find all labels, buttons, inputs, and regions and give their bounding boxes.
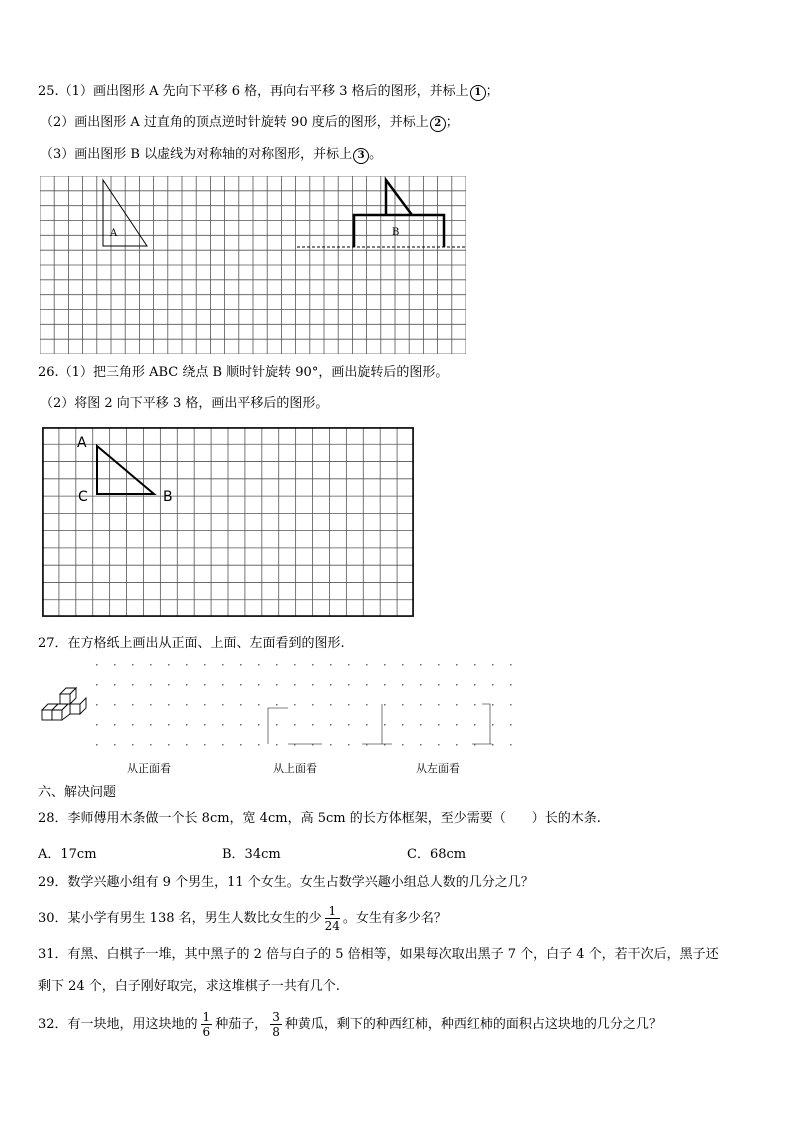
grid-dot [294, 664, 296, 666]
caption-top: 从上面看 [273, 762, 317, 775]
grid-dot [474, 724, 476, 726]
grid-dot [420, 724, 422, 726]
grid-dot [204, 664, 206, 666]
grid-dot [222, 704, 224, 706]
grid-dot [348, 744, 350, 746]
grid-dot [384, 704, 386, 706]
grid-dot [186, 744, 188, 746]
grid-dot [510, 704, 512, 706]
grid-dot [258, 704, 260, 706]
grid-dot [438, 724, 440, 726]
q30-fraction: $\frac{1}{24}$ [324, 904, 340, 933]
grid-dot [366, 684, 368, 686]
grid-dot [258, 684, 260, 686]
grid-dot [312, 684, 314, 686]
grid-dot [258, 744, 260, 746]
grid-dot [492, 744, 494, 746]
q25-part1: 25.（1）画出图形 A 先向下平移 6 格，再向右平移 3 格后的图形，并标上 1 ； [38, 84, 499, 99]
q26-grid [42, 427, 414, 617]
q32-fraction-2: $\frac{3}{8}$ [272, 1010, 280, 1039]
vertex-b: B [163, 489, 173, 505]
q28-text: 28．李师傅用木条做一个长 8cm，宽 4cm，高 5cm 的长方体框架，至少需要（ ）长的木条. [38, 811, 601, 826]
grid-dot [348, 664, 350, 666]
grid-dot [132, 744, 134, 746]
grid-dot [330, 704, 332, 706]
grid-dot [132, 684, 134, 686]
grid-dot [114, 744, 116, 746]
mark-3: 3 [353, 148, 369, 164]
grid-dot [204, 744, 206, 746]
grid-dot [438, 684, 440, 686]
grid-dot [150, 704, 152, 706]
grid-dot [150, 724, 152, 726]
q32-fraction-1: $\frac{1}{6}$ [202, 1010, 211, 1039]
grid-dot [222, 684, 224, 686]
grid-dot [492, 704, 494, 706]
grid-dot [420, 704, 422, 706]
grid-dot [510, 724, 512, 726]
q28-option-c: C．68cm [407, 847, 467, 862]
grid-dot [510, 684, 512, 686]
grid-dot [510, 744, 512, 746]
grid-dot [276, 664, 278, 666]
grid-dot [438, 664, 440, 666]
grid-dot [240, 744, 242, 746]
grid-dot [222, 724, 224, 726]
grid-dot [456, 744, 458, 746]
grid-dot [402, 724, 404, 726]
vertex-c: C [78, 489, 88, 505]
q26-part1: 26.（1）把三角形 ABC 绕点 B 顺时针旋转 90°，画出旋转后的图形。 [38, 365, 449, 380]
grid-dot [96, 724, 98, 726]
grid-dot [132, 724, 134, 726]
grid-dot [420, 664, 422, 666]
grid-dot [312, 724, 314, 726]
vertex-a: A [77, 435, 87, 451]
grid-dot [402, 744, 404, 746]
grid-dot [384, 664, 386, 666]
grid-dot [276, 684, 278, 686]
grid-dot [150, 744, 152, 746]
grid-dot [240, 704, 242, 706]
grid-dot [186, 684, 188, 686]
grid-dot [456, 664, 458, 666]
q25-part2: （2）画出图形 A 过直角的顶点逆时针旋转 90 度后的图形，并标上 2 ； [40, 115, 459, 130]
grid-dot [186, 704, 188, 706]
grid-dot [204, 724, 206, 726]
grid-dot [366, 664, 368, 666]
grid-dot [474, 704, 476, 706]
shape-b-flag [386, 180, 412, 215]
q26-part2: （2）将图 2 向下平移 3 格，画出平移后的图形。 [40, 396, 329, 411]
grid-dot [330, 664, 332, 666]
grid-dot [366, 704, 368, 706]
grid-dot [474, 684, 476, 686]
grid-dot [222, 664, 224, 666]
grid-dot [276, 744, 278, 746]
grid-dot [330, 744, 332, 746]
grid-dot [240, 664, 242, 666]
grid-dot [474, 664, 476, 666]
grid-dot [402, 704, 404, 706]
grid-dot [438, 704, 440, 706]
grid-dot [132, 704, 134, 706]
grid-dot [114, 724, 116, 726]
grid-dot [402, 664, 404, 666]
grid-dot [240, 724, 242, 726]
q30-text: 30．某小学有男生 138 名，男生人数比女生的少 $\frac{1}{24}$ 。女生有多少名？ [38, 904, 447, 933]
grid-dot [276, 724, 278, 726]
grid-dot [222, 744, 224, 746]
mark-2: 2 [430, 116, 446, 132]
section-heading: 六、解决问题 [38, 785, 117, 800]
grid-dot [258, 724, 260, 726]
triangle-abc [97, 446, 154, 494]
q31-line2: 剩下 24 个，白子刚好取完，求这堆棋子一共有几个. [38, 979, 340, 994]
caption-left: 从左面看 [416, 762, 460, 775]
grid-dot [204, 704, 206, 706]
grid-dot [330, 724, 332, 726]
grid-dot [510, 664, 512, 666]
grid-dot [384, 684, 386, 686]
grid-dot [114, 664, 116, 666]
grid-dot [276, 704, 278, 706]
label-b: B [392, 227, 400, 238]
grid-dot [258, 664, 260, 666]
grid-dot [150, 664, 152, 666]
grid-dot [294, 684, 296, 686]
grid-dot [330, 684, 332, 686]
grid-dot [492, 684, 494, 686]
grid-dot [348, 724, 350, 726]
grid-dot [96, 704, 98, 706]
grid-dot [384, 724, 386, 726]
grid-dot [96, 684, 98, 686]
grid-dot [312, 704, 314, 706]
grid-dot [168, 684, 170, 686]
grid-dot [168, 724, 170, 726]
q29-text: 29．数学兴趣小组有 9 个男生，11 个女生。女生占数学兴趣小组总人数的几分之几？ [38, 875, 534, 890]
grid-dot [402, 684, 404, 686]
grid-dot [96, 664, 98, 666]
grid-dot [168, 664, 170, 666]
grid-dot [96, 744, 98, 746]
q31-line1: 31．有黑、白棋子一堆，其中黑子的 2 倍与白子的 5 倍相等，如果每次取出黑子 7 个，白子 4 个，若干次后，黑子还 [38, 947, 719, 962]
grid-dot [294, 724, 296, 726]
grid-dot [492, 724, 494, 726]
q25-part3: （3）画出图形 B 以虚线为对称轴的对称图形，并标上 3 。 [40, 147, 383, 162]
grid-dot [114, 684, 116, 686]
label-a: A [110, 228, 118, 239]
grid-dot [186, 664, 188, 666]
caption-front: 从正面看 [127, 762, 171, 775]
grid-dot [240, 684, 242, 686]
grid-dot [348, 704, 350, 706]
grid-dot [204, 684, 206, 686]
grid-dot [312, 664, 314, 666]
grid-dot [348, 684, 350, 686]
grid-dot [114, 704, 116, 706]
grid-dot [366, 724, 368, 726]
grid-dot [492, 664, 494, 666]
grid-dot [456, 724, 458, 726]
grid-dot [132, 664, 134, 666]
grid-dot [456, 704, 458, 706]
grid-dot [420, 744, 422, 746]
cube-figure [40, 686, 92, 726]
grid-dot [150, 684, 152, 686]
q32-text: 32．有一块地，用这块地的 $\frac{1}{6}$ 种茄子， $\frac{3}{8}$ 种黄瓜，剩下的种西红柿，种西红柿的面积占这块地的几分之几？ [38, 1010, 662, 1039]
grid-dot [168, 704, 170, 706]
q27-text: 27．在方格纸上画出从正面、上面、左面看到的图形. [38, 636, 345, 651]
q28-option-b: B．34cm [222, 847, 281, 862]
q28-option-a: A．17cm [38, 847, 97, 862]
grid-dot [420, 684, 422, 686]
q25-grid [40, 176, 466, 354]
grid-dot [294, 704, 296, 706]
grid-dot [438, 744, 440, 746]
grid-dot [168, 744, 170, 746]
grid-dot [456, 684, 458, 686]
grid-dot [186, 724, 188, 726]
q27-dot-grid [92, 660, 528, 752]
mark-1: 1 [470, 85, 486, 101]
